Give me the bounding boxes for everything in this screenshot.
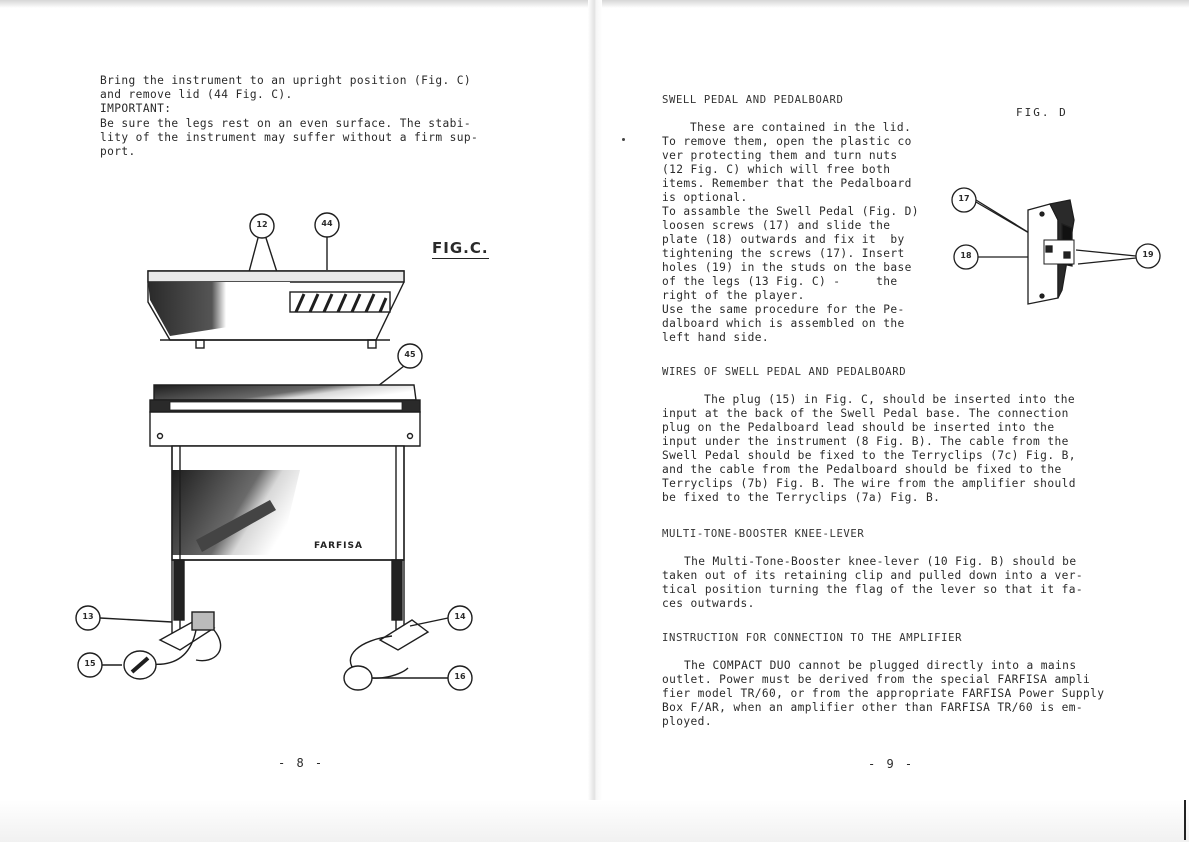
paragraph-line: (12 Fig. C) which will free both: [662, 163, 891, 176]
paragraph-line: and remove lid (44 Fig. C).: [100, 88, 293, 101]
paragraph-line: The plug (15) in Fig. C, should be inserted into the: [704, 393, 1076, 406]
paragraph-line: holes (19) in the studs on the base: [662, 261, 912, 274]
callout-18: 18: [960, 251, 972, 260]
callout-17: 17: [958, 194, 970, 203]
paragraph-line: fier model TR/60, or from the appropriate FARFISA Power Supply: [662, 687, 1105, 700]
figure-c-illustration: [0, 0, 588, 842]
paragraph-line: port.: [100, 145, 136, 158]
paragraph-line: loosen screws (17) and slide the: [662, 219, 891, 232]
section-heading-swell-pedal: SWELL PEDAL AND PEDALBOARD: [662, 94, 844, 106]
paragraph-line: Use the same procedure for the Pe-: [662, 303, 905, 316]
paragraph-line: outlet. Power must be derived from the special FARFISA ampli: [662, 673, 1091, 686]
paragraph-line: These are contained in the lid.: [690, 121, 912, 134]
section-heading-amplifier: INSTRUCTION FOR CONNECTION TO THE AMPLIFIER: [662, 632, 963, 644]
paragraph-line: input at the back of the Swell Pedal base. The connection: [662, 407, 1069, 420]
paragraph-line: To remove them, open the plastic co: [662, 135, 912, 148]
callout-44: 44: [321, 219, 333, 228]
callout-45: 45: [404, 350, 416, 359]
paragraph-line: Bring the instrument to an upright position (Fig. C): [100, 74, 472, 87]
paragraph-line: To assamble the Swell Pedal (Fig. D): [662, 205, 919, 218]
callout-14: 14: [454, 612, 466, 621]
paragraph-line: is optional.: [662, 191, 748, 204]
paragraph-line: tightening the screws (17). Insert: [662, 247, 905, 260]
paragraph-line: left hand side.: [662, 331, 770, 344]
paragraph-line: items. Remember that the Pedalboard: [662, 177, 912, 190]
paragraph-line: ver protecting them and turn nuts: [662, 149, 898, 162]
brand-plate: FARFISA: [314, 541, 363, 551]
paragraph-line: plug on the Pedalboard lead should be inserted into the: [662, 421, 1055, 434]
paragraph-line: be fixed to the Terryclips (7a) Fig. B.: [662, 491, 941, 504]
callout-13: 13: [82, 612, 94, 621]
paragraph-line: ces outwards.: [662, 597, 755, 610]
paragraph-line: The COMPACT DUO cannot be plugged directly into a mains: [684, 659, 1077, 672]
paragraph-line: right of the player.: [662, 289, 805, 302]
paragraph-line: of the legs (13 Fig. C) - the: [662, 275, 898, 288]
paragraph-line: Terryclips (7b) Fig. B. The wire from the amplifier should: [662, 477, 1076, 490]
callout-19: 19: [1142, 250, 1154, 259]
paragraph-line: and the cable from the Pedalboard should be fixed to the: [662, 463, 1062, 476]
book-gutter: [588, 0, 602, 842]
paragraph-line: ployed.: [662, 715, 712, 728]
callout-15: 15: [84, 659, 96, 668]
paragraph-line: Box F/AR, when an amplifier other than FARFISA TR/60 is em-: [662, 701, 1083, 714]
paragraph-line: taken out of its retaining clip and pulled down into a ver-: [662, 569, 1083, 582]
figure-d-label: FIG. D: [1016, 106, 1068, 119]
paragraph-line: IMPORTANT:: [100, 102, 172, 115]
callout-12: 12: [256, 220, 268, 229]
callout-16: 16: [454, 672, 466, 681]
paragraph-line: Swell Pedal should be fixed to the Terryclips (7c) Fig. B,: [662, 449, 1076, 462]
paragraph-line: dalboard which is assembled on the: [662, 317, 905, 330]
section-heading-knee-lever: MULTI-TONE-BOOSTER KNEE-LEVER: [662, 528, 865, 540]
paragraph-line: The Multi-Tone-Booster knee-lever (10 Fig. B) should be: [684, 555, 1077, 568]
section-heading-wires: WIRES OF SWELL PEDAL AND PEDALBOARD: [662, 366, 907, 378]
paragraph-line: Be sure the legs rest on an even surface. The stabi-: [100, 117, 472, 130]
figure-d-illustration: [946, 180, 1166, 320]
page-number-left: - 8 -: [278, 756, 325, 770]
paragraph-line: plate (18) outwards and fix it by: [662, 233, 905, 246]
paragraph-line: input under the instrument (8 Fig. B). The cable from the: [662, 435, 1069, 448]
paragraph-line: tical position turning the flag of the lever so that it fa-: [662, 583, 1083, 596]
figure-c-label: FIG.C.: [432, 239, 489, 257]
right-page-edge: [1184, 800, 1186, 840]
paragraph-line: lity of the instrument may suffer without a firm sup-: [100, 131, 479, 144]
page-number-right: - 9 -: [868, 757, 915, 771]
margin-mark: [622, 138, 625, 141]
